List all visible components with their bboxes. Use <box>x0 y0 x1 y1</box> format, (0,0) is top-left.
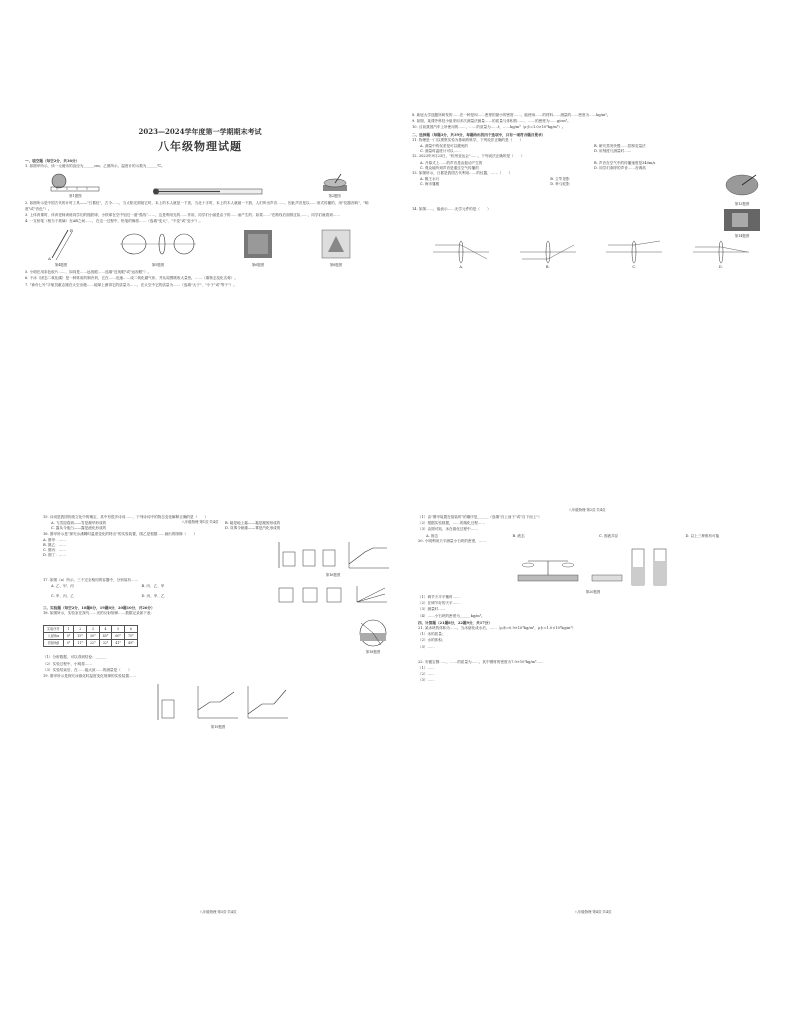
option: A. 测量中的误差是可以避免的 <box>420 144 469 149</box>
question-20-sub2: （2）在调节好的天平…… <box>418 601 460 606</box>
figure-caption: 第19题图 <box>210 725 226 730</box>
question-4: 4. 一支铅笔（相当于玻璃）在AB之间……，在这一过程中，铅笔的像将……（选填"变大"、"不变"或"变小"）。 <box>25 219 203 224</box>
question-21-sub3: （3）…… <box>418 644 435 649</box>
lens-option-b <box>507 239 590 270</box>
option: B. 声音在空气中的传播速度是340m/s <box>594 160 656 165</box>
option-label: C. <box>632 264 637 269</box>
figure-caption: 第6题图 <box>251 263 265 268</box>
figure-caption: 第16题图 <box>325 572 341 577</box>
option: D. 杯弓蛇影 <box>550 182 570 187</box>
question-19-sub2: （2）根据实验数据，……的熔化过程…… <box>418 521 485 526</box>
figure-4 <box>46 226 76 268</box>
question-17: 17. 如图（a）所示，三个完全相同的容器中，分别装有…… <box>43 577 139 582</box>
sundial-illustration <box>319 171 351 193</box>
option-label: B. <box>545 264 550 269</box>
page-1 <box>25 125 375 525</box>
table-cell: 15° <box>74 633 87 640</box>
option: B. 图乙：…… <box>43 543 66 548</box>
question-18-sub2: （2）实验过程中，小明将…… <box>43 661 93 666</box>
question-6: 6. 干冰（固态二氧化碳）是一种常用的制冷剂，它在……迅速……成二氧化碳气体，并从周围吸收大量热，……（填物态变化名称）。 <box>25 276 239 281</box>
question-18: 18. 如图所示，实验室在探究……光的反射规律……数据记录如下表： <box>43 611 155 616</box>
eye-lens-illustration <box>118 226 198 262</box>
table-cell: 入射角α <box>44 633 64 640</box>
balance-cylinder-illustration <box>508 545 678 589</box>
refraction-disc-illustration <box>353 617 393 649</box>
section-heading: 四、计算题（21题8分，22题9分，共17分） <box>418 620 492 625</box>
option: A. 开幕式上……的声音是由振动产生的 <box>420 160 483 165</box>
question-22-sub1: （1）…… <box>418 665 435 670</box>
question-14: 14. 如图……，能表示……光学元件的是（ ） <box>412 206 491 211</box>
option: D. 同学们欢呼的声音……音调高 <box>594 165 646 170</box>
figure-19 <box>43 680 393 730</box>
question-22: 22. 安徽宝钢……，……的质量为……，其中钢材的密度为7.9×10³kg/m³…… <box>418 659 544 664</box>
question-18-sub1: （1）分析数据，可以得到结论：______ <box>43 655 107 660</box>
section-heading: 一、填空题（每空2分，共36分） <box>25 159 80 164</box>
question-19: 19. 图甲所示是探究冰熔化时温度变化规律的实验装置…… <box>43 673 137 678</box>
page-footer: 八年级物理·第1页·共4页 <box>181 520 219 525</box>
lens-option-a <box>420 239 503 270</box>
exam-title: 2023—2024学年度第一学期期末考试 <box>138 127 262 136</box>
figure-18 <box>353 617 393 655</box>
question-13: 13. 如图所示，日晷是我国古代利用……的仪器，……（ ） <box>412 171 513 176</box>
question-16: 16. 图甲所示是"探究水沸腾时温度变化的特点"的实验装置，图乙是根据……画出的图像（ ） <box>43 531 197 536</box>
table-cell: 1 <box>63 626 74 633</box>
option: A. 固态 <box>426 533 439 538</box>
question-15: 15. 诗词是我国传统文化中的瑰宝，其中有很多诗词……，下列诗词中的物态变化解释正确的是（ ） <box>43 515 208 519</box>
svg-text:A: A <box>48 256 51 262</box>
question-13-block <box>412 171 762 207</box>
table-cell: 0° <box>63 633 74 640</box>
option: B. 液态 <box>512 533 525 538</box>
question-19-sub3: （3）由图可知，冰在熔化过程中…… <box>418 527 478 532</box>
page-footer: 八年级物理·第4页·共4页 <box>574 910 612 915</box>
question-18-block <box>43 617 393 655</box>
option-label: D. <box>718 264 723 269</box>
figure-caption: 第13题图 <box>734 202 750 207</box>
lens-diagrams-14 <box>412 239 762 270</box>
question-20-sub1: （1）调节天平平衡时…… <box>418 594 460 599</box>
option: A. 猴王水月 <box>420 177 440 182</box>
option: D. 丙、甲、乙 <box>141 593 165 598</box>
question-12: 12. 2023年9月23日，"杭州亚运会"……，下列说法正确的是（ ） <box>412 154 525 159</box>
question-16-block <box>43 538 393 578</box>
question-20: 20. 小明利用天平测量小石块的密度，…… <box>418 538 486 543</box>
question-22-sub2: （2）…… <box>418 672 435 677</box>
question-21: 21. 某冰块的体积为……，当冰熔化成水后，……（ρ冰=0.9×10³kg/m³，ρ水=1.0×10³kg/m³） <box>418 625 576 630</box>
question-10: 10. 目前我国汽车上所使用的……，……的质量为……t，……kg/m³（ρ水=1.0×10³kg/m³）。 <box>412 125 566 130</box>
table-cell: 6 <box>125 626 138 633</box>
question-20-sub4: （4）……小石块的密度为______kg/m³。 <box>418 613 485 618</box>
option: C. 测量时温度计可以…… <box>420 149 461 154</box>
figure-caption: 第14题图 <box>734 233 750 238</box>
option: D. 图丁：…… <box>43 553 67 558</box>
figure-5 <box>118 226 198 268</box>
options-13 <box>412 177 675 187</box>
figure-sundial <box>319 171 351 199</box>
option: C. 图丙：…… <box>43 548 66 553</box>
figure-caption: 第20题图 <box>585 590 601 595</box>
option: C. 观众能听到声音是通过空气传播的 <box>420 165 479 170</box>
question-1: 1. 如图甲所示，读一元硬币的直径为______cm；乙图所示，温度计的示数为______℃。 <box>25 164 165 169</box>
melting-setup-illustration <box>138 680 298 724</box>
options-12 <box>412 161 762 171</box>
boiling-setup-illustration <box>273 538 393 572</box>
question-18-sub3: （3）实验结束后，在……能大致……的测量是（ ） <box>43 667 132 672</box>
figure-16 <box>273 538 393 578</box>
table-cell: 32° <box>99 640 112 647</box>
table-cell: 22° <box>87 640 100 647</box>
option: D. 以上三种都有可能 <box>685 533 720 538</box>
table-cell: 5 <box>112 626 125 633</box>
figure-thermometer <box>150 185 270 199</box>
options-15 <box>43 521 393 531</box>
option: B. 疑是地上霜——霜是凝固形成的 <box>225 521 281 526</box>
question-13-text <box>412 171 675 207</box>
option: C. 露从今夜白——露是液化形成的 <box>51 526 107 531</box>
lens-option-d <box>680 239 763 270</box>
table-cell: 2 <box>74 626 87 633</box>
figure-caption: 第2题图 <box>328 194 341 199</box>
table-cell: 4 <box>99 626 112 633</box>
table-cell: 75° <box>125 633 138 640</box>
figure-13 <box>722 171 762 207</box>
lens-diagram <box>518 239 578 265</box>
lens-diagram <box>431 239 491 265</box>
option-label: A. <box>459 264 464 269</box>
lens-diagram <box>604 239 664 265</box>
figure-caption: 第18题图 <box>365 650 381 655</box>
question-2: 2. 如图所示是中国古代的计时工具——"日晷仪"，古今……，当太阳光照射它时，本上的木人就是一下顶，当北十字时，本上的木人就敲一下鼓，人们听出声音……，因此声音是以……形式传播的，用"仪器音响"、"响度"或"音色"）。 <box>25 201 369 211</box>
option: A. 乙、甲、丙 <box>51 583 74 588</box>
option: D. 岚雾今朝重——雾是汽化形成的 <box>225 526 281 531</box>
question-14-block <box>412 207 762 239</box>
containers-illustration <box>273 584 393 604</box>
table-row <box>44 626 138 633</box>
page-4 <box>418 515 768 915</box>
options-17 <box>43 584 226 604</box>
question-21-sub1: （1）冰的质量； <box>418 632 446 637</box>
question-22-sub3: （3）…… <box>418 678 435 683</box>
table-cell: 41° <box>112 640 125 647</box>
lens-option-c <box>593 239 676 270</box>
figure-14 <box>722 207 762 239</box>
option: A. 图甲：…… <box>43 537 66 542</box>
table-row <box>44 633 138 640</box>
figure-row-1 <box>25 171 375 199</box>
scene-photo <box>722 207 762 233</box>
page-3 <box>43 515 393 915</box>
question-8: 8. 新冠大学选题所研发的……在一种是叫……密度的最小的密度……，能使用……的材料……测量的……密度为……kg/m³。 <box>412 113 611 117</box>
question-11: 11. 物理是一门以观察实验为基础的科学，下列说法正确的是（ ） <box>412 137 524 142</box>
question-3: 3. 上体育课时，体育老师训练同学们的抛铁球，小铁球在空中划过一道"弧线"……，这是利用光的……作用，同学们小丽是由于的……而产生的；如果……"在路线后面排过队……，同学们就看到…… <box>25 212 340 217</box>
question-5: 5. 小明在用彩色胶片……，如同是……远视眼……选填"近视眼"或"远视眼"）。 <box>25 270 152 275</box>
sundial-photo <box>722 171 762 201</box>
question-17-block <box>43 584 393 604</box>
table-cell: 30° <box>87 633 100 640</box>
option: D. 用刻度尺测量时…… <box>594 149 632 154</box>
question-7: 7. "神舟七号"宇航员翟志刚在太空出舱……地球上测得它的质量为……，在太空中它的质量为……（选填"大于"、"小于"或"等于"）。 <box>25 282 237 287</box>
section-heading: 三、实验题（每空2分，18题8分，19题8分，20题10分，共26分） <box>43 605 155 610</box>
figure-caption: 第1题图 <box>69 194 82 199</box>
figure-20 <box>418 545 768 595</box>
question-21-sub2: （2）水的体积； <box>418 638 446 643</box>
table-row <box>44 640 138 647</box>
figure-row-2 <box>25 226 375 268</box>
figure-caption: 第5题图 <box>151 263 165 268</box>
option: C. 固液共存 <box>599 533 619 538</box>
pencil-mirror-illustration <box>46 226 76 262</box>
table-cell: 折射角β <box>44 640 64 647</box>
table-cell: 实验序号 <box>44 626 64 633</box>
table-cell: 11° <box>74 640 87 647</box>
options-16 <box>43 538 236 578</box>
option: A. 飞雪迎春到——雪是凝华形成的 <box>51 521 107 526</box>
page-footer: 八年级物理·第3页·共4页 <box>199 910 237 915</box>
options-11 <box>412 144 762 154</box>
option: B. 立竿见影 <box>550 177 570 182</box>
figure-8 <box>318 226 354 268</box>
question-9: 9. 如图，某课外科技小组采用多次测量法测量……的质量与体积的……，……的密度为……g/cm³。 <box>412 119 571 124</box>
section-heading: 二、选择题（每题3分，共39分，每题给出的四个选项中，只有一项符合题目要求） <box>412 132 546 137</box>
option: C. 甲、丙、乙 <box>51 593 74 598</box>
exam-subtitle: 八年级物理试题 <box>158 140 242 154</box>
table-cell: 3 <box>87 626 100 633</box>
table-cell: 0° <box>63 640 74 647</box>
figure-6 <box>240 226 276 268</box>
page-2 <box>412 113 762 513</box>
astronaut-photo <box>318 226 354 262</box>
question-19-sub1: （1）由"图甲装置在组装时"的顺序是______（选填"自上而下"或"自下而上"） <box>418 515 542 519</box>
option: C. 海市蜃楼 <box>420 182 440 187</box>
table-cell: 45° <box>99 633 112 640</box>
lens-diagram <box>691 239 751 265</box>
option: B. 丙、乙、甲 <box>141 583 165 588</box>
figure-caption: 第4题图 <box>54 263 68 268</box>
option: B. 研究蒸发快慢……控制变量法 <box>594 144 646 149</box>
dry-ice-photo <box>240 226 276 262</box>
figure-caption: 第8题图 <box>329 263 343 268</box>
figure-coin-ruler <box>49 171 101 199</box>
coin-ruler-illustration <box>49 171 101 193</box>
table-cell: 60° <box>112 633 125 640</box>
question-20-sub3: （3）测量时…… <box>418 607 446 612</box>
table-cell: 49° <box>125 640 138 647</box>
thermometer-illustration <box>150 185 270 199</box>
page-footer: 八年级物理·第2页·共4页 <box>568 508 606 513</box>
svg-text:B: B <box>70 228 73 234</box>
data-table <box>43 625 138 647</box>
